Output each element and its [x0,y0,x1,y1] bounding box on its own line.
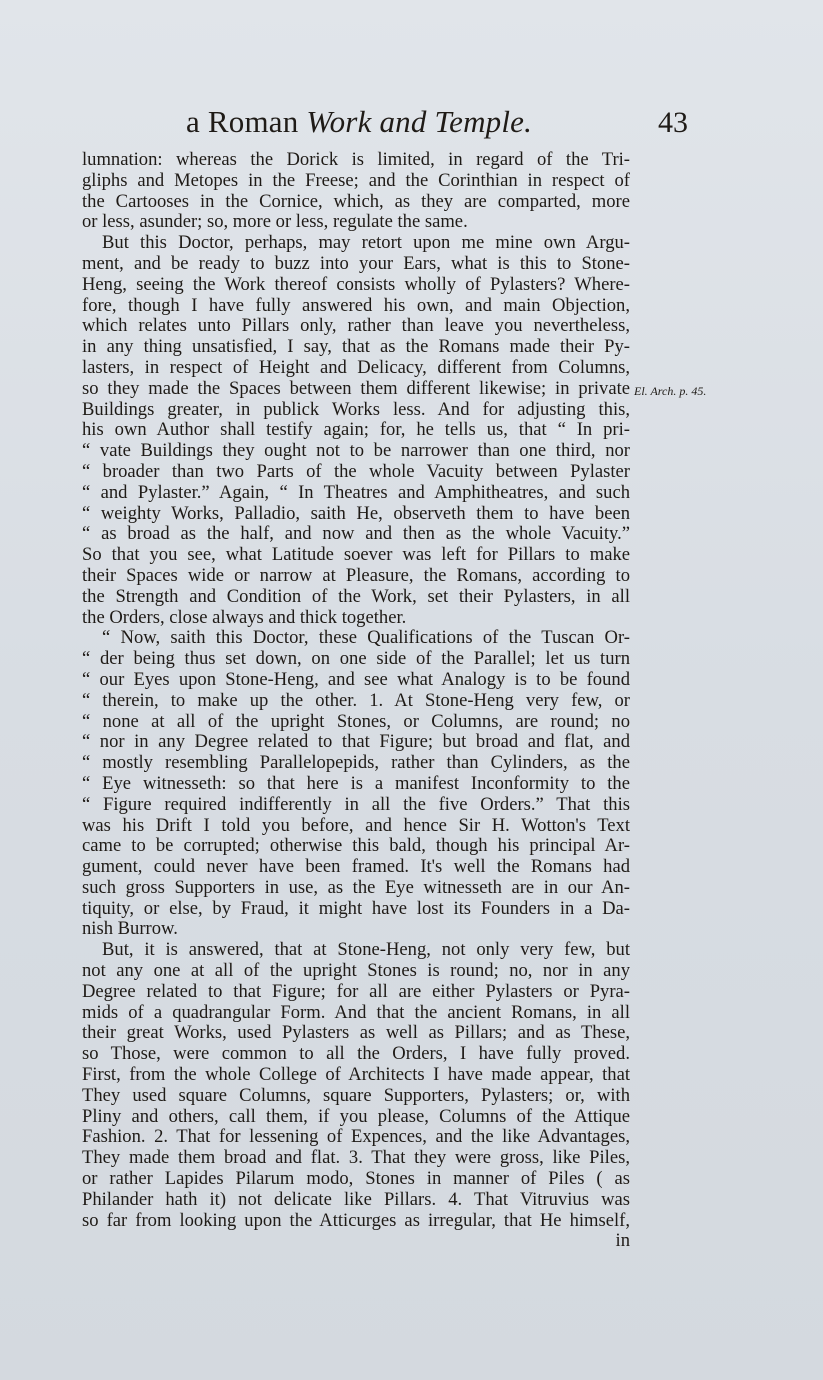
text-line: “ mostly resembling Parallelopepids, rather than Cylinders, as the [82,752,630,774]
running-head-italic: Work and Temple. [306,104,533,139]
text-line: not any one at all of the upright Stones is round; no, nor in any [82,960,630,982]
text-line: “ broader than two Parts of the whole Vacuity between Pylaster [82,460,630,482]
text-line: “ and Pylaster.” Again, “ In Theatres and Amphitheatres, and such [82,481,630,503]
text-line: so they made the Spaces between them different likewise; in private [82,377,630,399]
text-line: which relates unto Pillars only, rather than leave you nevertheless, [82,315,630,337]
text-line: “ Eye witnesseth: so that here is a manifest Inconformity to the [82,772,630,794]
text-line: Degree related to that Figure; for all are either Pylasters or Pyra- [82,980,630,1002]
page-header [0,104,823,148]
body-text [82,150,630,1252]
text-line: nish Burrow. [82,918,178,940]
text-line: so Those, were common to all the Orders, I have fully proved. [82,1043,630,1065]
text-line: their Spaces wide or narrow at Pleasure, the Romans, according to [82,564,630,586]
running-head-prefix: a Roman [186,104,307,139]
text-line: “ as broad as the half, and now and then as the whole Vacuity.” [82,523,630,545]
text-line: Philander hath it) not delicate like Pillars. 4. That Vitruvius was [82,1188,630,1210]
page-number: 43 [658,106,688,139]
text-line: gument, could never have been framed. It's well the Romans had [82,856,630,878]
text-line: the Orders, close always and thick together. [82,606,407,628]
text-line: gliphs and Metopes in the Freese; and the Corinthian in respect of [82,169,630,191]
text-line: They made them broad and flat. 3. That they were gross, like Piles, [82,1147,630,1169]
text-line: But this Doctor, perhaps, may retort upon me mine own Argu- [102,232,630,254]
text-line: “ none at all of the upright Stones, or Columns, are round; no [82,710,630,732]
text-line: in any thing unsatisfied, I say, that as the Romans made their Py- [82,336,630,358]
text-line: or rather Lapides Pilarum modo, Stones in manner of Piles ( as [82,1168,630,1190]
text-line: so far from looking upon the Atticurges as irregular, that He himself, [82,1209,630,1231]
text-line: lasters, in respect of Height and Delicacy, different from Columns, [82,356,630,378]
text-line: the Cartooses in the Cornice, which, as they are comparted, more [82,190,630,212]
text-line: mids of a quadrangular Form. And that the ancient Romans, in all [82,1001,630,1023]
text-line: So that you see, what Latitude soever was left for Pillars to make [82,544,630,566]
text-line: “ our Eyes upon Stone-Heng, and see what Analogy is to be found [82,668,630,690]
text-line: the Strength and Condition of the Work, set their Pylasters, in all [82,585,630,607]
text-line: “ Figure required indifferently in all the five Orders.” That this [82,793,630,815]
text-line: his own Author shall testify again; for, he tells us, that “ In pri- [82,419,630,441]
text-line: First, from the whole College of Architects I have made appear, that [82,1064,630,1086]
text-line: or less, asunder; so, more or less, regulate the same. [82,211,468,233]
text-line: Buildings greater, in publick Works less. And for adjusting this, [82,398,630,420]
catchword: in [615,1230,630,1252]
text-line: Pliny and others, call them, if you please, Columns of the Attique [82,1105,630,1127]
text-line: tiquity, or else, by Fraud, it might have lost its Founders in a Da- [82,897,630,919]
text-line: such gross Supporters in use, as the Eye witnesseth are in our An- [82,876,630,898]
text-line: their great Works, used Pylasters as well as Pillars; and as These, [82,1022,630,1044]
margin-note: El. Arch. p. 45. [634,384,707,398]
text-line: fore, though I have fully answered his own, and main Objection, [82,294,630,316]
text-line: “ nor in any Degree related to that Figure; but broad and flat, and [82,731,630,753]
text-line: “ Now, saith this Doctor, these Qualifications of the Tuscan Or- [102,627,630,649]
text-line: ment, and be ready to buzz into your Ears, what is this to Stone- [82,252,630,274]
text-line: But, it is answered, that at Stone-Heng, not only very few, but [102,939,630,961]
text-line: Fashion. 2. That for lessening of Expences, and the like Advantages, [82,1126,630,1148]
text-line: was his Drift I told you before, and hence Sir H. Wotton's Text [82,814,630,836]
text-line: lumnation: whereas the Dorick is limited, in regard of the Tri- [82,149,630,170]
text-line: “ weighty Works, Palladio, saith He, observeth them to have been [82,502,630,524]
text-line: Heng, seeing the Work thereof consists wholly of Pylasters? Where- [82,273,630,295]
text-line: They used square Columns, square Supporters, Pylasters; or, with [82,1084,630,1106]
text-line: “ vate Buildings they ought not to be narrower than one third, nor [82,440,630,462]
text-line: came to be corrupted; otherwise this bald, though his principal Ar- [82,835,630,857]
text-line: “ der being thus set down, on one side of the Parallel; let us turn [82,648,630,670]
text-line: “ therein, to make up the other. 1. At Stone-Heng very few, or [82,689,630,711]
running-head [186,104,532,140]
